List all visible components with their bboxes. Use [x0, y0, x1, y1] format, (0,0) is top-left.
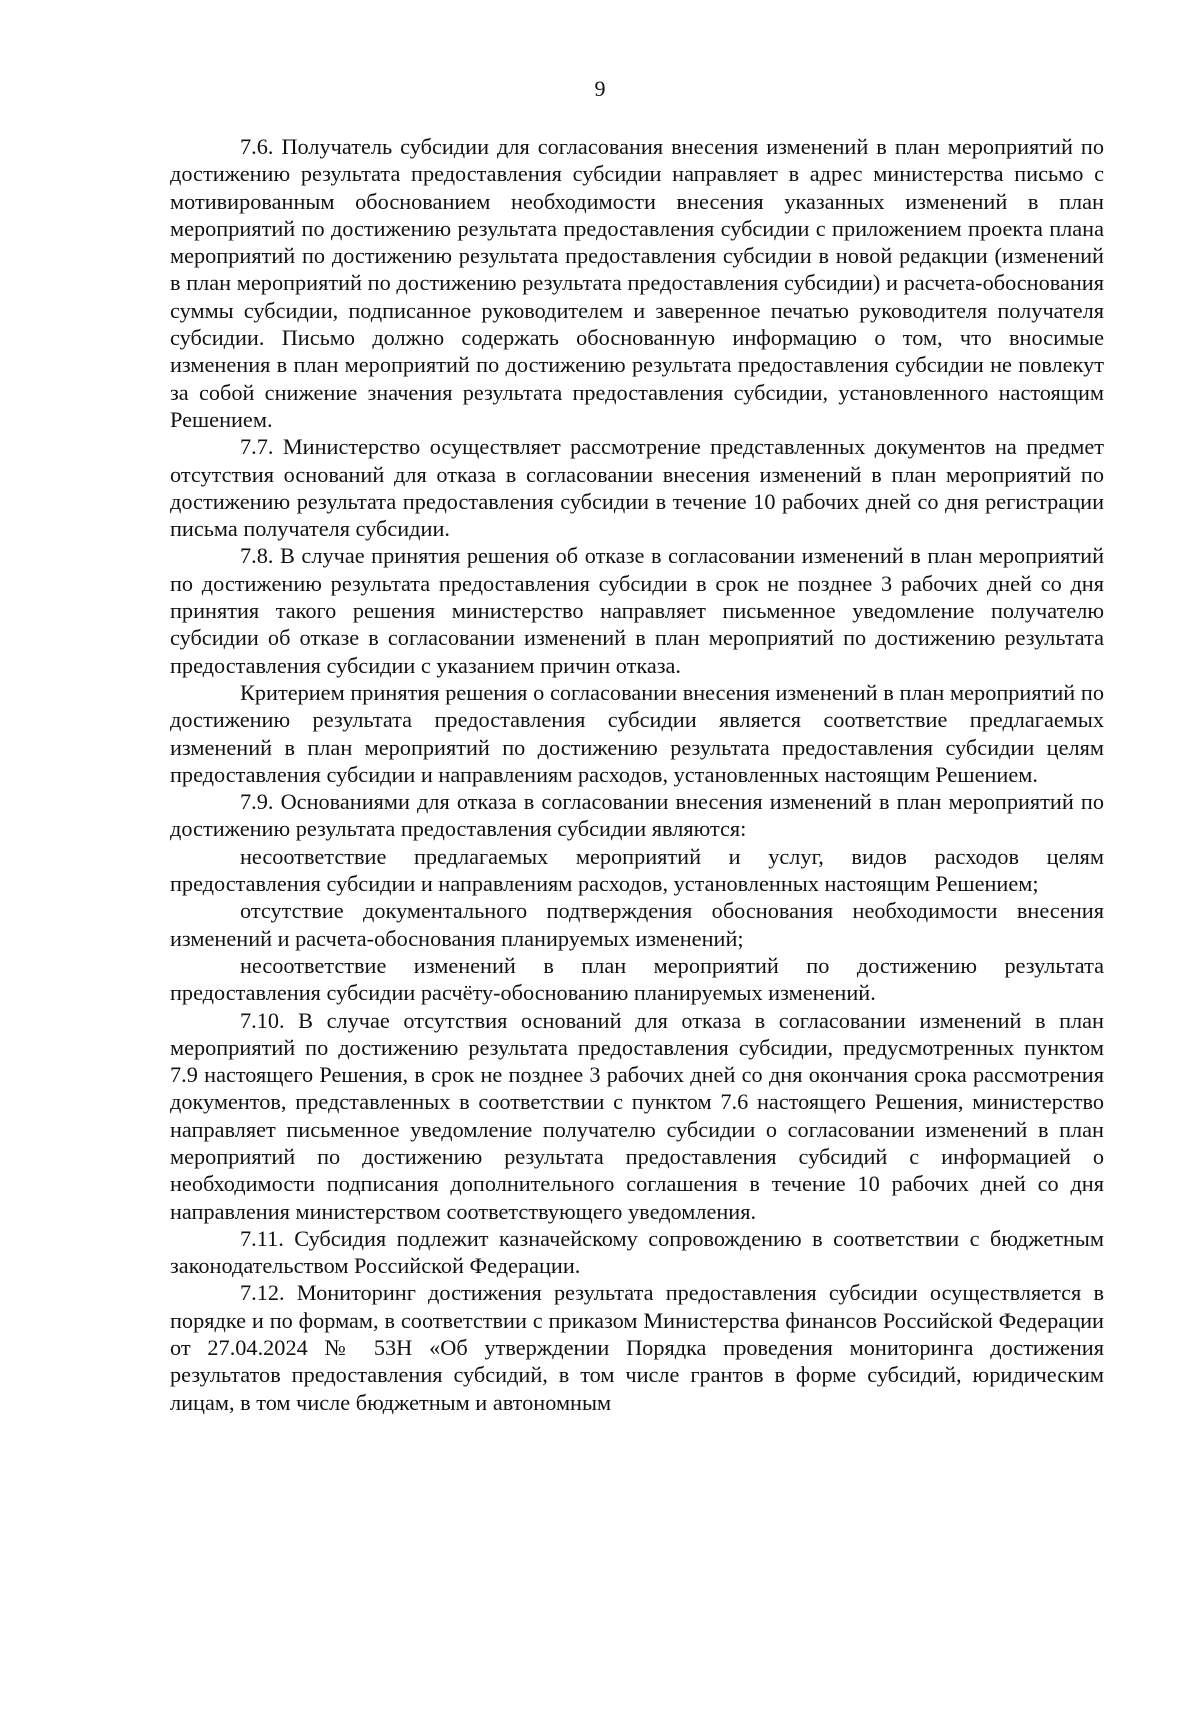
paragraph-refusal-ground-1: несоответствие предлагаемых мероприятий и услуг, видов расходов целям предоставления субсидии и направлениям расходов, установленных настоящим Решением; — [170, 843, 1104, 897]
paragraph-refusal-ground-2: отсутствие документального подтверждения обоснования необходимости внесения изменений и расчета-обоснования планируемых изменений; — [170, 898, 1104, 951]
paragraph-refusal-ground-3: несоответствие изменений в план мероприятий по достижению результата предоставления субсидии расчёту-обоснованию планируемых изменений. — [170, 952, 1104, 1006]
document-body — [170, 133, 1104, 1416]
paragraph-7-7: 7.7. Министерство осуществляет рассмотрение представленных документов на предмет отсутствия оснований для отказа в согласовании внесения изменений в план мероприятий по достижению результата предоставления субсидии в течение 10 рабочих дней со дня регистрации письма получателя субсидии. — [170, 434, 1104, 542]
paragraph-7-9: 7.9. Основаниями для отказа в согласовании внесения изменений в план мероприятий по достижению результата предоставления субсидии являются: — [170, 789, 1104, 842]
paragraph-7-10: 7.10. В случае отсутствия оснований для отказа в согласовании изменений в план мероприятий по достижению результата предоставления субсидии, предусмотренных пунктом 7.9 настоящего Решения, в срок не позднее 3 рабочих дней со дня окончания срока рассмотрения документов, представленных в соответствии с пунктом 7.6 настоящего Решения, министерство направляет письменное уведомление получателю субсидии о согласовании изменений в план мероприятий по достижению результата предоставления субсидий с информацией о необходимости подписания дополнительного соглашения в течение 10 рабочих дней со дня направления министерством соответствующего уведомления. — [170, 1007, 1104, 1224]
page-number: 9 — [594, 76, 606, 101]
paragraph-7-11: 7.11. Субсидия подлежит казначейскому сопровождению в соответствии с бюджетным законодательством Российской Федерации. — [170, 1225, 1104, 1279]
paragraph-7-12: 7.12. Мониторинг достижения результата предоставления субсидии осуществляется в порядке и по формам, в соответствии с приказом Министерства финансов Российской Федерации от 27.04.2024 № 53Н «Об утверждении Порядка проведения мониторинга достижения результатов предоставления субсидий, в том числе грантов в форме субсидий, юридическим лицам, в том числе бюджетным и автономным — [170, 1280, 1104, 1415]
paragraph-7-6: 7.6. Получатель субсидии для согласования внесения изменений в план мероприятий по достижению результата предоставления субсидии направляет в адрес министерства письмо с мотивированным обоснованием необходимости внесения указанных изменений в план мероприятий по достижению результата предоставления субсидии с приложением проекта плана мероприятий по достижению результата предоставления субсидии в новой редакции (изменений в план мероприятий по достижению результата предоставления субсидии) и расчета-обоснования суммы субсидии, подписанное руководителем и заверенное печатью руководителя получателя субсидии. Письмо должно содержать обоснованную информацию о том, что вносимые изменения в план мероприятий по достижению результата предоставления субсидии не повлекут за собой снижение значения результата предоставления субсидии, установленного настоящим Решением. — [170, 134, 1104, 432]
paragraph-7-8: 7.8. В случае принятия решения об отказе в согласовании изменений в план мероприятий по достижению результата предоставления субсидии в срок не позднее 3 рабочих дней со дня принятия такого решения министерство направляет письменное уведомление получателю субсидии об отказе в согласовании изменений в план мероприятий по достижению результата предоставления субсидии с указанием причин отказа. — [170, 543, 1104, 678]
paragraph-approval-criterion: Критерием принятия решения о согласовании внесения изменений в план мероприятий по достижению результата предоставления субсидии является соответствие предлагаемых изменений в план мероприятий по достижению результата предоставления субсидии целям предоставления субсидии и направлениям расходов, установленных настоящим Решением. — [170, 679, 1104, 787]
